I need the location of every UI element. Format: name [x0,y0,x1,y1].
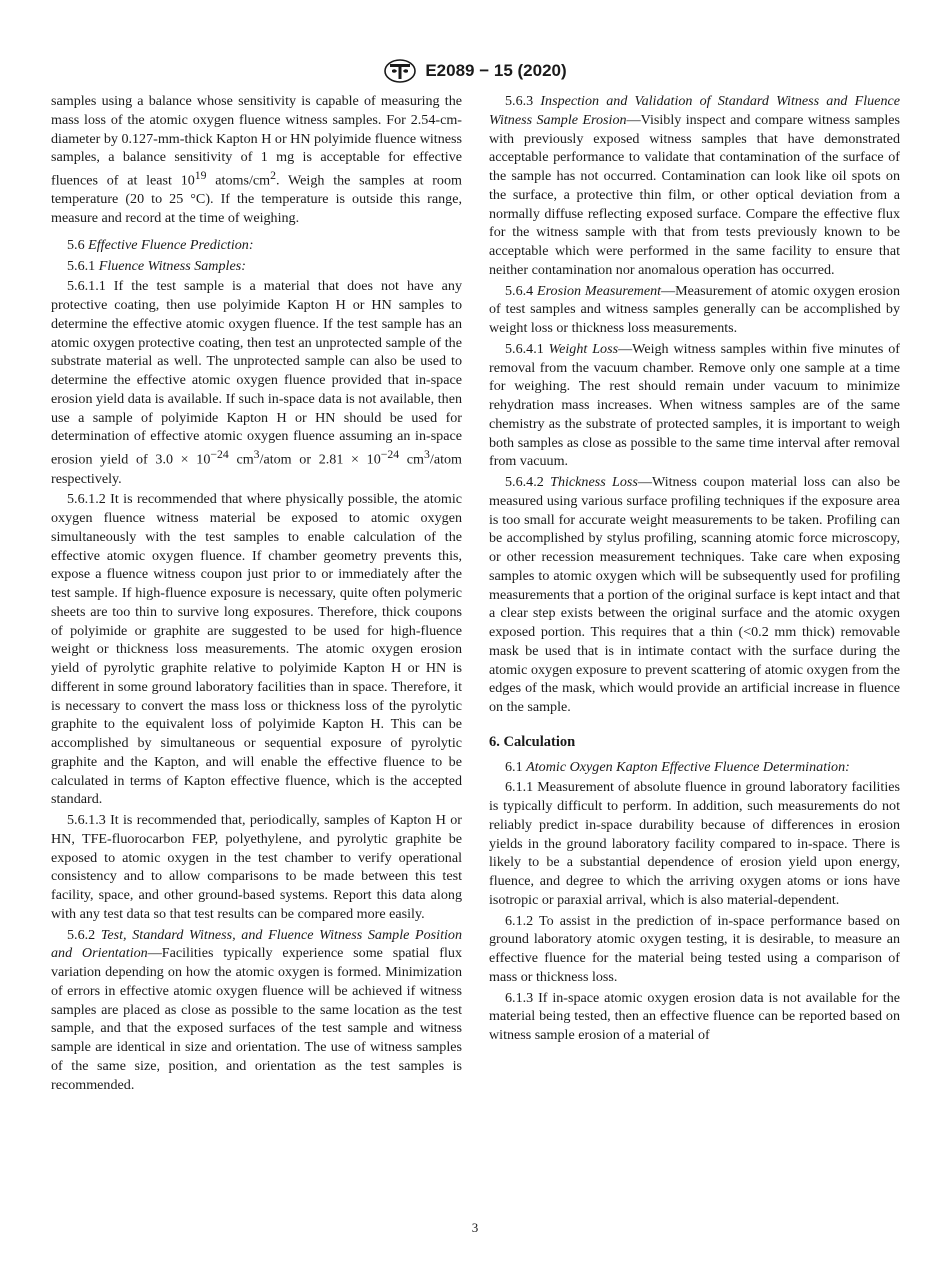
section-5-6-1-1: 5.6.1.1 If the test sample is a material that does not have any protective coating, then use polyimide Kapton H or HN samples to determine the effective atomic oxygen fluence. If the test sample has an atomic oxygen protective coating, then test an unprotected sample of the substrate material as well. The unprotected sample can also be used to determine the effective atomic oxygen fluence provided that in-space erosion yield data is available. If such in-space data is not available, then use a sample of polyimide Kapton H or HN should be used for determination of effective atomic oxygen fluence assuming an in-space erosion yield of $3.0 \times 10^{-24}$ $cm^3$/atom or $2.81 \times 10^{-24}$ $cm^3$/atom respectively. [51,278,463,487]
section-5-6-4: 5.6.4 Erosion Measurement—Measurement of atomic oxygen erosion of test samples and witness samples generally can be accomplished by weight loss or thickness loss measurements. [489,282,900,336]
astm-logo-icon [383,58,417,84]
section-6-1-heading: 6.1 Atomic Oxygen Kapton Effective Fluence Determination: [505,758,850,775]
section-5-6-1-heading: 5.6.1 Fluence Witness Samples: [67,257,246,274]
left-column [51,92,462,1096]
section-6-heading: 6. Calculation [489,733,576,750]
section-5-6-4-2: 5.6.4.2 Thickness Loss—Witness coupon material loss can also be measured using various surface profiling techniques if the exposure area is too small for accurate weight measurements to be taken. Profiling can be accomplished by stylus profiling, scanning atomic force microscopy, or other recession measurement techniques. Take care when exposing samples to atomic oxygen which will be subsequently used for profiling measurements that a portion of the original surface is kept intact and that a clear step exists between the original surface and the atomic oxygen exposed portion. This requires that a thin (<0.2 mm thick) removable mask be used that is in intimate contact with the surface during the atomic oxygen exposure to prevent scattering of atomic oxygen from the edges of the mask, which would provide an artificial increase in fluence on the sample. [489,474,900,715]
section-6-1-1: 6.1.1 Measurement of absolute fluence in ground laboratory facilities is typically difficult to perform. In addition, such measurements do not reliably predict in-space durability because of differences in erosion yields in the ground laboratory facility compared to in-space. There is likely to be a substantial dependence of erosion yield upon energy, fluence, and degree to which the arriving oxygen atoms or ions have isotropic or paraxial arrival, which is also material-dependent. [489,779,900,908]
section-6-1-2: 6.1.2 To assist in the prediction of in-space performance based on ground laboratory atomic oxygen testing, it is desirable, to measure an effective fluence for the material being tested using a comparison of mass or thickness loss. [489,912,900,985]
section-6-1-3: 6.1.3 If in-space atomic oxygen erosion data is not available for the material being tested, then an effective fluence can be reported based on witness sample erosion of a material of [489,989,900,1043]
paragraph-continued: samples using a balance whose sensitivity is capable of measuring the mass loss of the atomic oxygen fluence witness samples. For 2.54-cm-diameter by 0.127-mm-thick Kapton H or HN polyimide fluence witness samples, a balance sensitivity of 1 mg is acceptable for effective fluences of at least $10^{19}$ atoms/$cm^2$. Weigh the samples at room temperature (20 to 25 °C). If the temperature is outside this range, measure and record at the time of weighing. [51,93,462,227]
standard-code: E2089 − 15 (2020) [425,61,567,80]
page-header [0,58,950,84]
section-5-6-1-3: 5.6.1.3 It is recommended that, periodically, samples of Kapton H or HN, TFE-fluorocarbon FEP, polyethylene, and pyrolytic graphite be exposed to atomic oxygen in the test chamber to verify operational consistency and to allow comparisons to be made between this test facility, space, and other ground-based systems. Report this data along with any test data so that test results can be compared more easily. [51,812,462,922]
page-number: 3 [471,1220,479,1235]
section-5-6-3: 5.6.3 Inspection and Validation of Standard Witness and Fluence Witness Sample Erosion—Visibly inspect and compare witness samples with previously exposed witness samples that have demonstrated acceptable performance to validate that contamination of the surface of the sample has not occurred. Contamination can look like oil spots on the surface, a protective thin film, or other optical deviation from a normally diffuse reflecting exposed surface. Compare the effective flux for the witness sample with that from tests previously known to be acceptable which were performed in the same facility to ensure that neither contamination nor anomalous operation has occurred. [489,93,901,278]
right-column [489,92,900,1047]
section-5-6-2: 5.6.2 Test, Standard Witness, and Fluence Witness Sample Position and Orientation—Facilities typically experience some spatial flux variation depending on how the atomic oxygen is formed. Minimization of errors in effective atomic oxygen fluence will be achieved if witness samples are placed as close as possible to the same location as the test sample, and that the exposed surfaces of the test sample and witness sample are identical in size and orientation. The use of witness samples of the same size, position, and orientation as the test samples is recommended. [51,926,462,1093]
section-5-6-1-2: 5.6.1.2 It is recommended that where physically possible, the atomic oxygen fluence witness material be exposed to atomic oxygen simultaneously with the test samples to enable calculation of the effective atomic oxygen fluence. If chamber geometry prevents this, expose a fluence witness coupon just prior to or immediately after the test sample. If high-fluence exposure is necessary, quite often polymeric sheets are too thin to survive long exposures. Therefore, thick coupons of polyimide or graphite are suggested to be used for high-fluence weight or thickness loss measurements. The atomic oxygen erosion yield of pyrolytic graphite relative to polyimide Kapton H or HN is different in some ground laboratory facilities than in space. Therefore, it is necessary to convert the mass loss or thickness loss of the pyrolytic graphite to the equivalent loss of polyimide Kapton H. This can be accomplished by simultaneous or sequential exposure of pyrolytic graphite and the Kapton, and will enable the effective fluence to be calculated in terms of Kapton effective fluence, which is the accepted standard. [51,491,462,808]
section-5-6-heading: 5.6 Effective Fluence Prediction: [67,236,254,253]
section-5-6-4-1: 5.6.4.1 Weight Loss—Weigh witness samples within five minutes of removal from the vacuum chamber. Remove only one sample at a time for weighing. The rest should remain under vacuum to minimize rehydration mass increases. When witness samples are of the same chemistry as the substrate of protected samples, it is important to weigh both samples as close as possible to the same time interval after removal from vacuum. [489,340,900,470]
